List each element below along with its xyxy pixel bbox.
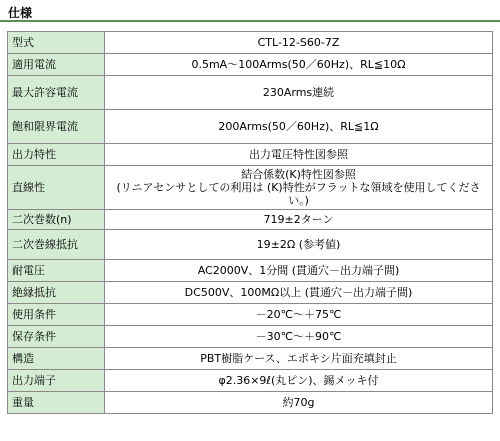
row-label: 構造: [8, 348, 105, 370]
row-label: 直線性: [8, 166, 105, 210]
row-value: 719±2ターン: [105, 210, 493, 230]
table-row: [8, 326, 493, 348]
table-row: [8, 54, 493, 76]
row-value: PBT樹脂ケース、エポキシ片面充填封止: [105, 348, 493, 370]
table-row: [8, 144, 493, 166]
row-value: 約70g: [105, 392, 493, 414]
spec-table: [7, 31, 493, 414]
row-value: φ2.36×9ℓ(丸ピン)、錫メッキ付: [105, 370, 493, 392]
table-row: [8, 348, 493, 370]
row-label: 耐電圧: [8, 260, 105, 282]
table-row: [8, 304, 493, 326]
table-row: [8, 230, 493, 260]
table-row: [8, 210, 493, 230]
row-label: 保存条件: [8, 326, 105, 348]
row-value: 出力電圧特性図参照: [105, 144, 493, 166]
row-value: AC2000V、1分間 (貫通穴－出力端子間): [105, 260, 493, 282]
row-label: 重量: [8, 392, 105, 414]
row-label: 出力端子: [8, 370, 105, 392]
row-label: 型式: [8, 32, 105, 54]
row-value: －20℃～＋75℃: [105, 304, 493, 326]
row-label: 絶縁抵抗: [8, 282, 105, 304]
row-label: 二次巻線抵抗: [8, 230, 105, 260]
table-row: [8, 110, 493, 144]
row-label: 使用条件: [8, 304, 105, 326]
row-label: 二次巻数(n): [8, 210, 105, 230]
row-value: －30℃～＋90℃: [105, 326, 493, 348]
row-value: 結合係数(K)特性図参照 (リニアセンサとしての利用は (K)特性がフラットな領域を使用してください。): [105, 166, 493, 210]
row-value: 230Arms連続: [105, 76, 493, 110]
row-value: 0.5mA～100Arms(50／60Hz)、RL≦10Ω: [105, 54, 493, 76]
row-label: 飽和限界電流: [8, 110, 105, 144]
title-divider: [0, 20, 500, 22]
row-value: 19±2Ω (参考値): [105, 230, 493, 260]
row-value: CTL-12-S60-7Z: [105, 32, 493, 54]
table-row: [8, 260, 493, 282]
row-label: 出力特性: [8, 144, 105, 166]
page-title: 仕様: [8, 6, 33, 20]
table-row: [8, 282, 493, 304]
table-row: [8, 370, 493, 392]
row-value: DC500V、100MΩ以上 (貫通穴－出力端子間): [105, 282, 493, 304]
table-row: [8, 392, 493, 414]
table-row: [8, 166, 493, 210]
row-label: 適用電流: [8, 54, 105, 76]
row-label: 最大許容電流: [8, 76, 105, 110]
table-row: [8, 32, 493, 54]
table-row: [8, 76, 493, 110]
row-value: 200Arms(50／60Hz)、RL≦1Ω: [105, 110, 493, 144]
